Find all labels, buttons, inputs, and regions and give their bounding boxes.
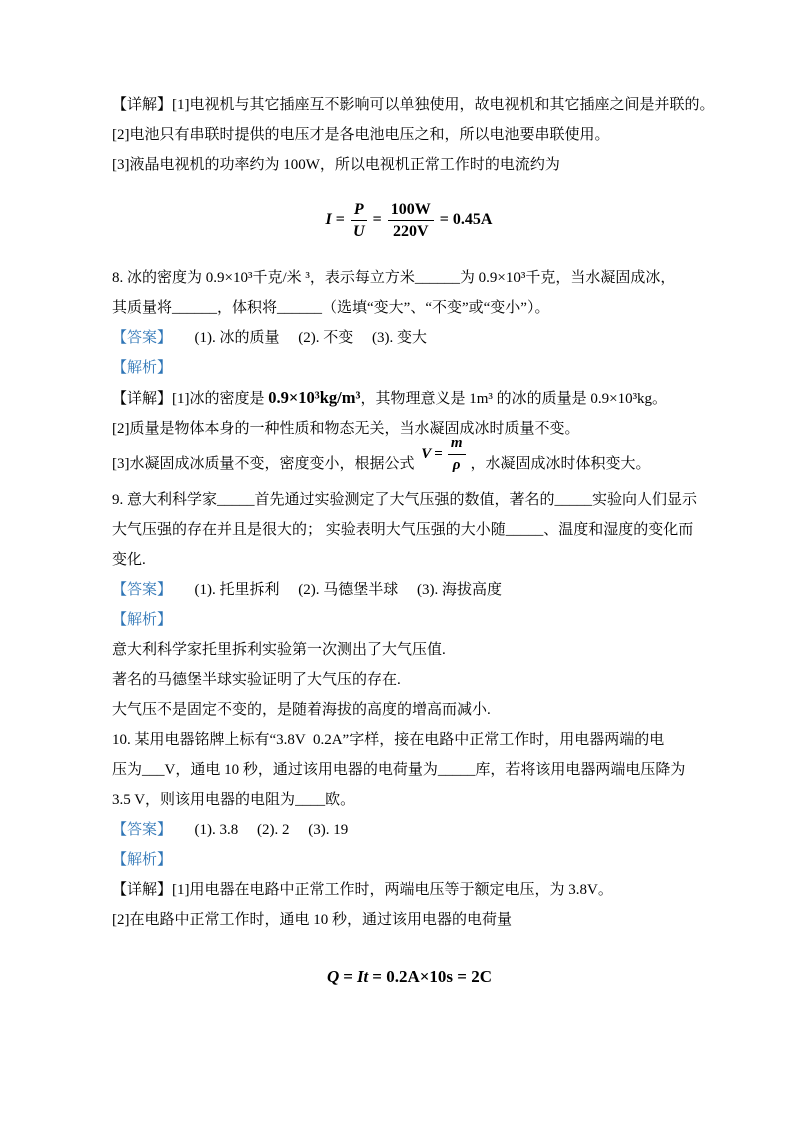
q7-detail-3: [3]液晶电视机的功率约为 100W，所以电视机正常工作时的电流约为	[112, 157, 560, 173]
question-10-line-1: 10. 某用电器铭牌上标有“3.8V 0.2A”字样，接在电路中正常工作时，用电器两端的电	[112, 732, 665, 748]
question-9-analysis-3: 大气压不是固定不变的，是随着海拔的高度的增高而减小.	[112, 702, 491, 718]
volume-formula	[421, 434, 467, 475]
question-8-analysis-label	[112, 353, 694, 383]
question-8-detail-3	[112, 435, 694, 485]
fraction-denominator: U	[353, 223, 365, 240]
question-10-line-3: 3.5 V，则该用电器的电阻为____欧。	[112, 792, 356, 808]
fraction-p-over-u	[351, 200, 367, 241]
question-8-answer	[112, 323, 694, 353]
answer-label: 【答案】	[112, 822, 173, 838]
fraction-numerator: m	[448, 434, 466, 455]
detail-text: ，其物理意义是 1m³ 的冰的质量是 0.9×10³kg。	[360, 391, 668, 407]
answer-label: 【答案】	[112, 582, 173, 598]
question-10-analysis-label	[112, 845, 694, 875]
question-10-answer	[112, 815, 694, 845]
answer-text: (1). 冰的质量 (2). 不变 (3). 变大	[172, 330, 427, 346]
question-8-detail-2: [2]质量是物体本身的一种性质和物态无关，当水凝固成冰时质量不变。	[112, 421, 580, 437]
q7-current-formula	[112, 182, 694, 259]
q10-charge-formula	[112, 947, 694, 1007]
question-10-detail-1: 【详解】[1]用电器在电路中正常工作时，两端电压等于额定电压，为 3.8V。	[112, 882, 613, 898]
formula-variable: V	[421, 445, 432, 462]
question-9-line-1: 9. 意大利科学家_____首先通过实验测定了大气压强的数值，著名的_____实验向人们显示	[112, 492, 698, 508]
question-9-line-3: 变化.	[112, 552, 146, 568]
q7-detail-2: [2]电池只有串联时提供的电压才是各电池电压之和，所以电池要串联使用。	[112, 127, 610, 143]
formula-result: = 0.2A×10s = 2C	[372, 967, 493, 986]
detail-text: 【详解】[1]冰的密度是	[112, 391, 269, 407]
question-9-analysis-label	[112, 605, 694, 635]
question-10-detail-2: [2]在电路中正常工作时，通电 10 秒，通过该用电器的电荷量	[112, 912, 512, 928]
formula-result: = 0.45A	[439, 211, 493, 229]
fraction-numerator: P	[351, 200, 367, 221]
equals-sign: =	[434, 445, 443, 462]
answer-text: (1). 托里拆利 (2). 马德堡半球 (3). 海拔高度	[172, 582, 502, 598]
question-9-analysis-2: 著名的马德堡半球实验证明了大气压的存在.	[112, 672, 401, 688]
formula-variable: It	[356, 967, 369, 986]
question-9-line-2: 大气压强的存在并且是很大的； 实验表明大气压强的大小随_____、温度和湿度的变化而	[112, 522, 694, 538]
fraction-numerator: 100W	[388, 200, 434, 221]
question-9-analysis-1: 意大利科学家托里拆利实验第一次测出了大气压值.	[112, 642, 446, 658]
equals-sign: =	[372, 211, 382, 229]
analysis-label: 【解析】	[112, 360, 173, 376]
equals-sign: =	[343, 967, 353, 986]
detail-text: [3]水凝固成冰质量不变，密度变小，根据公式	[112, 455, 419, 472]
analysis-label: 【解析】	[112, 612, 173, 628]
question-10-line-2: 压为___V，通电 10 秒，通过该用电器的电荷量为_____库，若将该用电器两端电压降为	[112, 762, 686, 778]
answer-label: 【答案】	[112, 330, 173, 346]
question-8-detail-1	[112, 383, 694, 414]
fraction-denominator: ρ	[452, 457, 461, 473]
fraction-100w-over-220v	[388, 200, 434, 241]
analysis-label: 【解析】	[112, 852, 173, 868]
formula-variable: Q	[326, 967, 340, 986]
density-formula: 0.9×10³kg/m³	[268, 388, 361, 407]
fraction-m-over-rho	[448, 434, 466, 475]
q7-detail-1: 【详解】[1]电视机与其它插座互不影响可以单独使用，故电视机和其它插座之间是并联的。	[112, 97, 715, 113]
question-8-line-2: 其质量将______，体积将______（选填“变大”、“不变”或“变小”）。	[112, 300, 550, 316]
detail-text: ，水凝固成冰时体积变大。	[470, 455, 651, 472]
fraction-denominator: 220V	[393, 223, 429, 240]
formula-variable: I	[325, 211, 332, 229]
question-9-answer	[112, 575, 694, 605]
answer-text: (1). 3.8 (2). 2 (3). 19	[172, 822, 349, 838]
question-8-line-1: 8. 冰的密度为 0.9×10³千克/米 ³，表示每立方米______为 0.9×10³千克，当水凝固成冰，	[112, 270, 676, 286]
equals-sign: =	[335, 211, 345, 229]
